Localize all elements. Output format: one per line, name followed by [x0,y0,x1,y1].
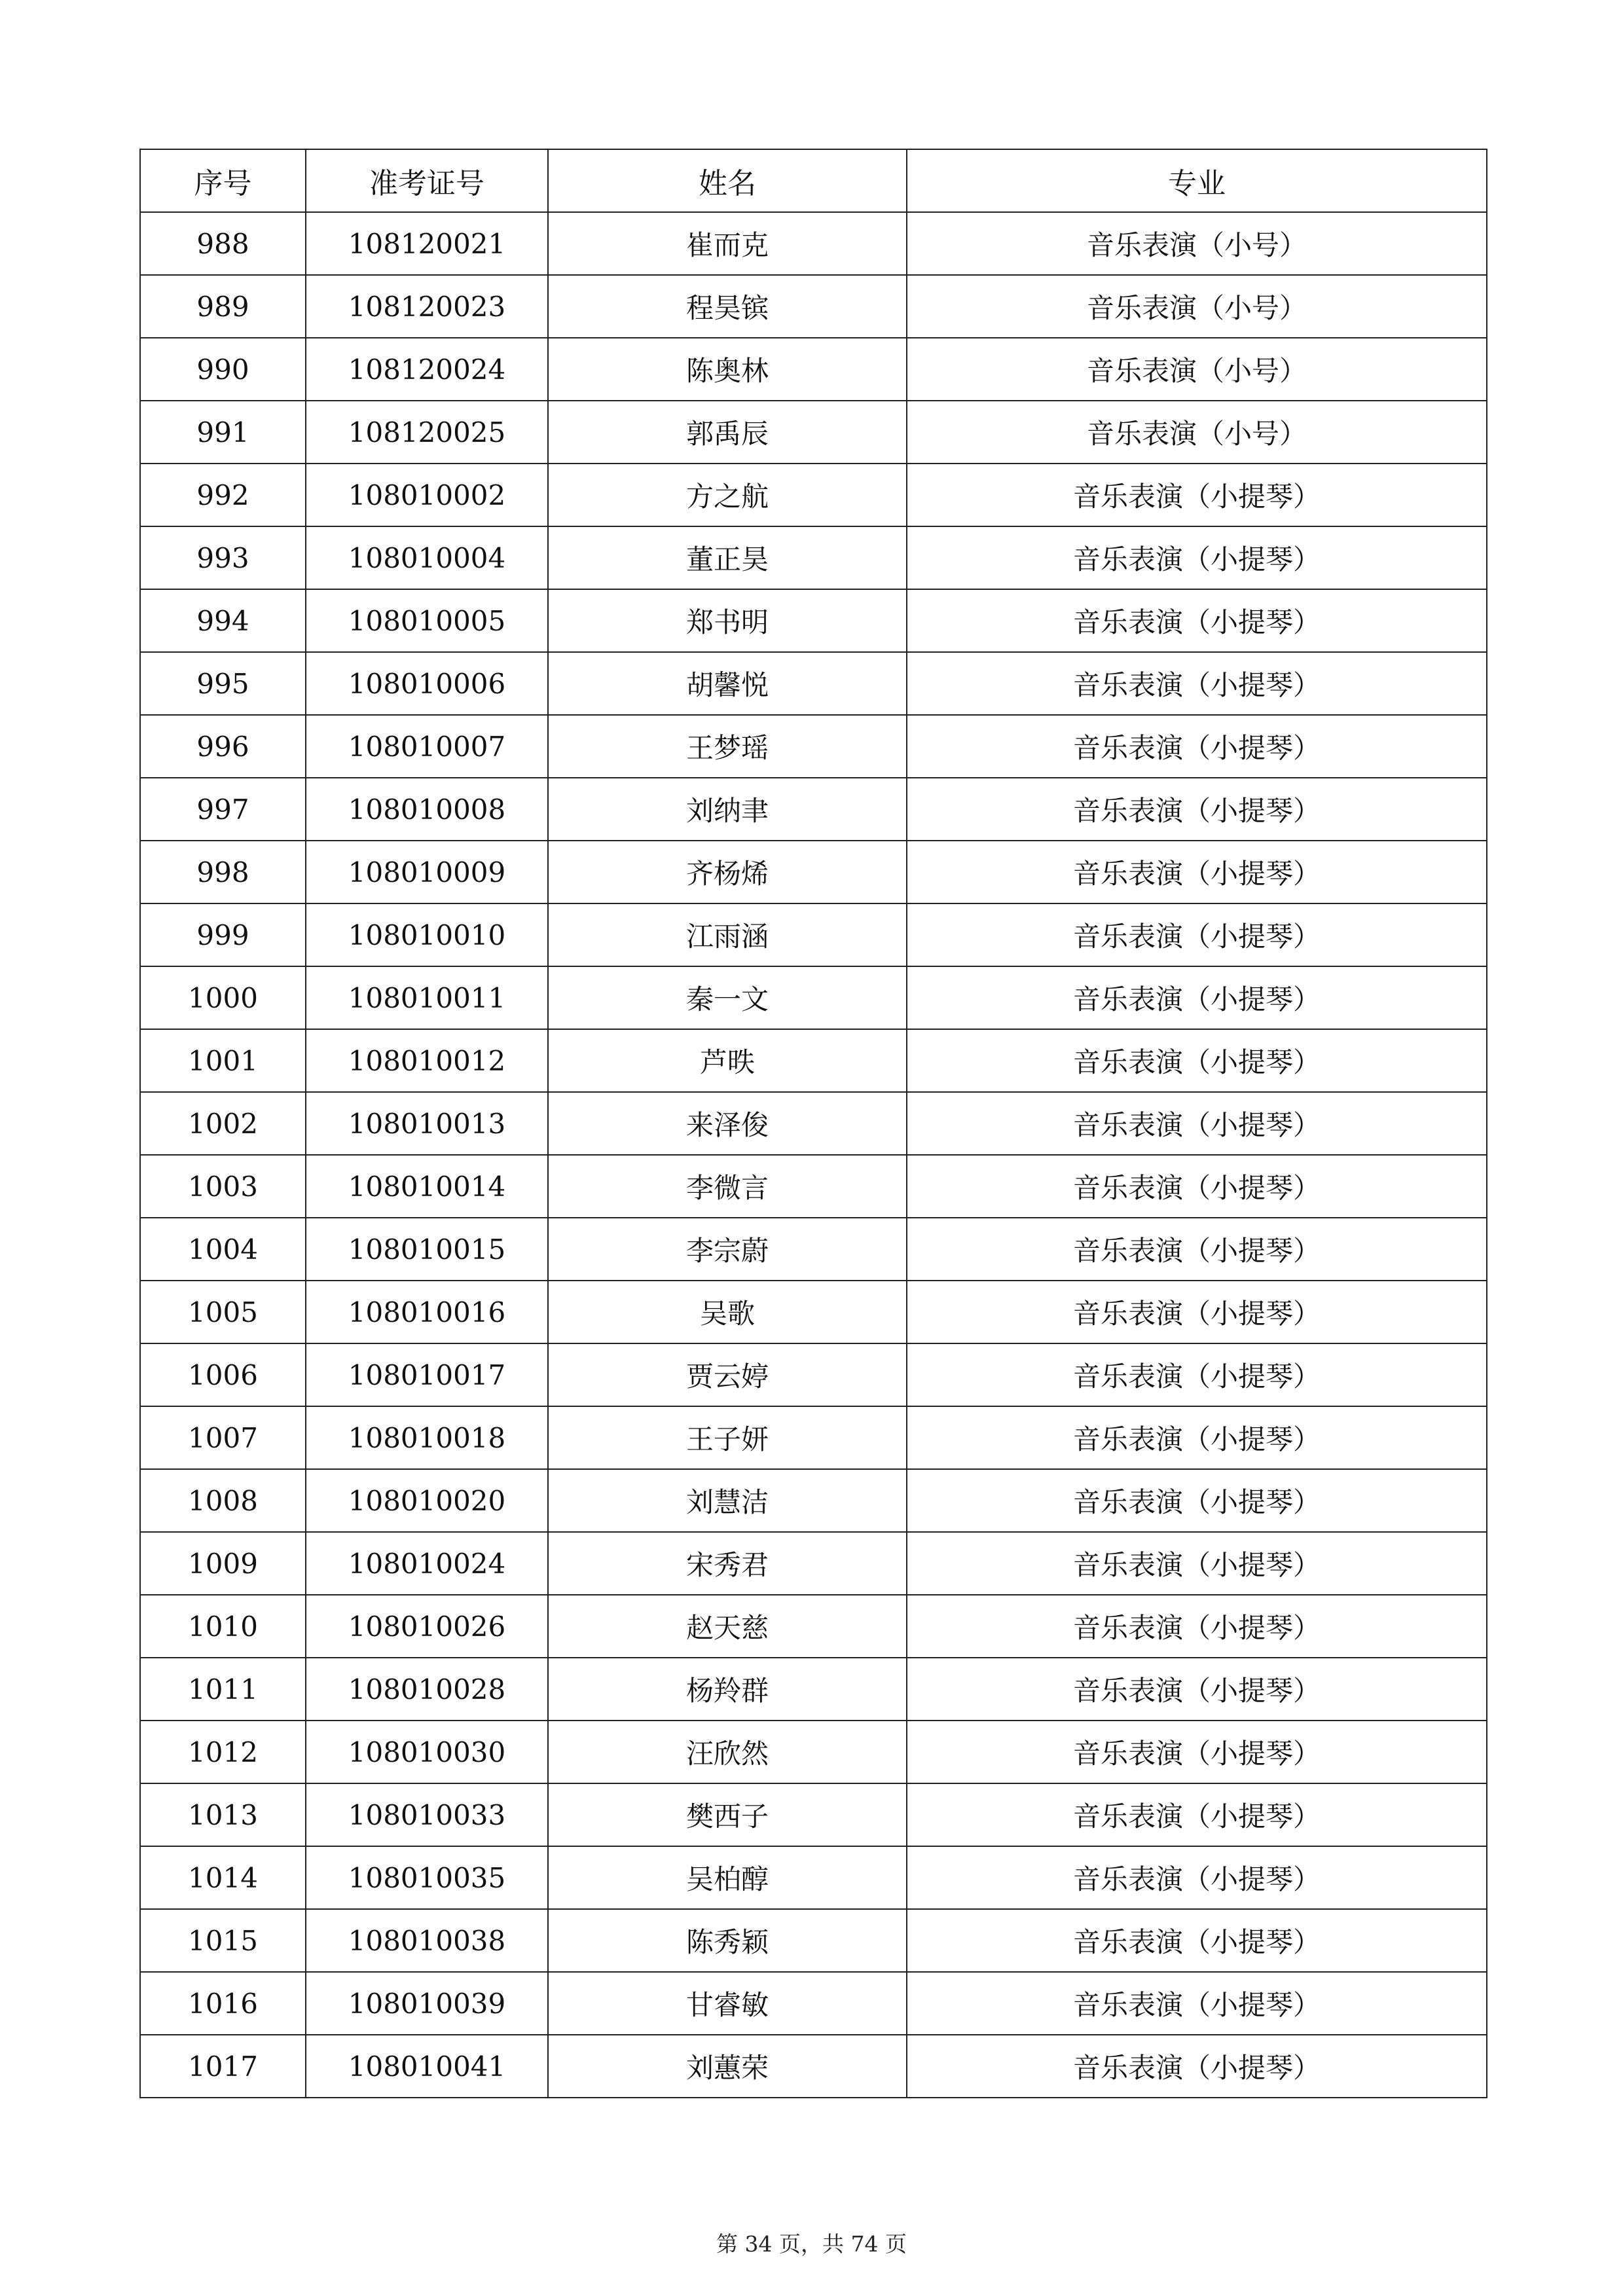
table-row [140,1909,1487,1972]
cell-major: 音乐表演（小提琴） [907,715,1487,778]
cell-seq: 1005 [140,1281,306,1343]
table-row [140,1846,1487,1909]
cell-name: 刘慧洁 [548,1469,907,1532]
cell-exam-id: 108010013 [306,1092,548,1155]
cell-exam-id: 108010002 [306,464,548,526]
table-row [140,1029,1487,1092]
cell-major: 音乐表演（小提琴） [907,1469,1487,1532]
cell-major: 音乐表演（小提琴） [907,1721,1487,1783]
table-row [140,589,1487,652]
cell-name: 崔而克 [548,212,907,275]
cell-major: 音乐表演（小提琴） [907,1532,1487,1595]
cell-seq: 998 [140,841,306,903]
cell-exam-id: 108010007 [306,715,548,778]
cell-major: 音乐表演（小提琴） [907,1092,1487,1155]
cell-major: 音乐表演（小号） [907,401,1487,464]
cell-seq: 1011 [140,1658,306,1721]
cell-major: 音乐表演（小提琴） [907,841,1487,903]
table-row [140,212,1487,275]
cell-name: 刘纳聿 [548,778,907,841]
cell-exam-id: 108010017 [306,1343,548,1406]
cell-exam-id: 108010026 [306,1595,548,1658]
cell-name: 郑书明 [548,589,907,652]
cell-exam-id: 108120024 [306,338,548,401]
cell-seq: 1014 [140,1846,306,1909]
cell-name: 方之航 [548,464,907,526]
table-row [140,464,1487,526]
table-row [140,1721,1487,1783]
cell-major: 音乐表演（小号） [907,338,1487,401]
cell-exam-id: 108120021 [306,212,548,275]
cell-major: 音乐表演（小提琴） [907,1972,1487,2035]
cell-seq: 1001 [140,1029,306,1092]
cell-major: 音乐表演（小提琴） [907,778,1487,841]
cell-name: 宋秀君 [548,1532,907,1595]
cell-seq: 1003 [140,1155,306,1218]
cell-major: 音乐表演（小提琴） [907,1658,1487,1721]
table-row [140,1406,1487,1469]
cell-seq: 1015 [140,1909,306,1972]
cell-name: 汪欣然 [548,1721,907,1783]
cell-name: 来泽俊 [548,1092,907,1155]
cell-exam-id: 108010004 [306,526,548,589]
cell-seq: 999 [140,903,306,966]
cell-exam-id: 108010010 [306,903,548,966]
cell-exam-id: 108010015 [306,1218,548,1281]
table-row [140,1469,1487,1532]
header-major: 专业 [907,149,1487,212]
cell-seq: 995 [140,652,306,715]
cell-name: 赵天慈 [548,1595,907,1658]
header-name: 姓名 [548,149,907,212]
cell-seq: 994 [140,589,306,652]
cell-name: 吴歌 [548,1281,907,1343]
cell-exam-id: 108010005 [306,589,548,652]
cell-major: 音乐表演（小提琴） [907,589,1487,652]
cell-seq: 1013 [140,1783,306,1846]
results-table [139,149,1487,2098]
cell-seq: 997 [140,778,306,841]
cell-seq: 1009 [140,1532,306,1595]
cell-name: 程昊镔 [548,275,907,338]
table-row [140,1281,1487,1343]
cell-exam-id: 108010041 [306,2035,548,2098]
cell-seq: 1007 [140,1406,306,1469]
cell-major: 音乐表演（小提琴） [907,652,1487,715]
table-row [140,1155,1487,1218]
cell-name: 齐杨烯 [548,841,907,903]
header-seq: 序号 [140,149,306,212]
cell-major: 音乐表演（小提琴） [907,1029,1487,1092]
table-row [140,1783,1487,1846]
cell-name: 李宗蔚 [548,1218,907,1281]
cell-major: 音乐表演（小号） [907,275,1487,338]
cell-seq: 1010 [140,1595,306,1658]
table-row [140,778,1487,841]
cell-major: 音乐表演（小提琴） [907,1281,1487,1343]
table-row [140,1595,1487,1658]
cell-seq: 1008 [140,1469,306,1532]
cell-name: 樊西子 [548,1783,907,1846]
cell-name: 陈奥林 [548,338,907,401]
table-row [140,1343,1487,1406]
cell-seq: 993 [140,526,306,589]
table-row [140,1972,1487,2035]
table-row [140,1532,1487,1595]
cell-seq: 1004 [140,1218,306,1281]
cell-major: 音乐表演（小提琴） [907,464,1487,526]
cell-name: 芦昳 [548,1029,907,1092]
cell-major: 音乐表演（小号） [907,212,1487,275]
cell-name: 董正昊 [548,526,907,589]
cell-seq: 1006 [140,1343,306,1406]
cell-name: 秦一文 [548,966,907,1029]
cell-seq: 996 [140,715,306,778]
cell-name: 贾云婷 [548,1343,907,1406]
cell-exam-id: 108010009 [306,841,548,903]
cell-seq: 990 [140,338,306,401]
cell-major: 音乐表演（小提琴） [907,526,1487,589]
cell-exam-id: 108010024 [306,1532,548,1595]
cell-exam-id: 108010030 [306,1721,548,1783]
cell-exam-id: 108120025 [306,401,548,464]
cell-major: 音乐表演（小提琴） [907,1783,1487,1846]
cell-seq: 1017 [140,2035,306,2098]
header-row [140,149,1487,212]
cell-major: 音乐表演（小提琴） [907,1343,1487,1406]
table-row [140,338,1487,401]
cell-major: 音乐表演（小提琴） [907,1155,1487,1218]
cell-exam-id: 108010014 [306,1155,548,1218]
table-row [140,903,1487,966]
page-footer: 第 34 页，共 74 页 [716,2231,907,2257]
cell-seq: 1000 [140,966,306,1029]
cell-exam-id: 108010016 [306,1281,548,1343]
cell-exam-id: 108010038 [306,1909,548,1972]
cell-exam-id: 108120023 [306,275,548,338]
cell-name: 陈秀颖 [548,1909,907,1972]
cell-major: 音乐表演（小提琴） [907,2035,1487,2098]
cell-name: 江雨涵 [548,903,907,966]
table-row [140,526,1487,589]
table-row [140,715,1487,778]
cell-seq: 988 [140,212,306,275]
cell-name: 郭禹辰 [548,401,907,464]
table-row [140,966,1487,1029]
header-exam-id: 准考证号 [306,149,548,212]
table-row [140,652,1487,715]
cell-seq: 991 [140,401,306,464]
cell-name: 刘蕙荣 [548,2035,907,2098]
table-row [140,841,1487,903]
cell-seq: 989 [140,275,306,338]
cell-major: 音乐表演（小提琴） [907,1595,1487,1658]
cell-major: 音乐表演（小提琴） [907,1909,1487,1972]
cell-seq: 1012 [140,1721,306,1783]
cell-major: 音乐表演（小提琴） [907,1406,1487,1469]
cell-exam-id: 108010039 [306,1972,548,2035]
cell-exam-id: 108010006 [306,652,548,715]
cell-seq: 992 [140,464,306,526]
table-row [140,2035,1487,2098]
cell-name: 李微言 [548,1155,907,1218]
table-row [140,1092,1487,1155]
cell-exam-id: 108010035 [306,1846,548,1909]
cell-major: 音乐表演（小提琴） [907,1218,1487,1281]
cell-exam-id: 108010012 [306,1029,548,1092]
table-row [140,401,1487,464]
cell-major: 音乐表演（小提琴） [907,966,1487,1029]
cell-major: 音乐表演（小提琴） [907,1846,1487,1909]
table-row [140,1218,1487,1281]
cell-name: 胡馨悦 [548,652,907,715]
cell-exam-id: 108010033 [306,1783,548,1846]
cell-name: 王子妍 [548,1406,907,1469]
table-row [140,275,1487,338]
cell-exam-id: 108010020 [306,1469,548,1532]
cell-name: 甘睿敏 [548,1972,907,2035]
cell-exam-id: 108010008 [306,778,548,841]
cell-seq: 1002 [140,1092,306,1155]
cell-seq: 1016 [140,1972,306,2035]
table-body [140,212,1487,2098]
cell-name: 杨羚群 [548,1658,907,1721]
cell-name: 王梦瑶 [548,715,907,778]
cell-exam-id: 108010011 [306,966,548,1029]
table-row [140,1658,1487,1721]
cell-name: 吴柏醇 [548,1846,907,1909]
cell-exam-id: 108010028 [306,1658,548,1721]
cell-exam-id: 108010018 [306,1406,548,1469]
cell-major: 音乐表演（小提琴） [907,903,1487,966]
